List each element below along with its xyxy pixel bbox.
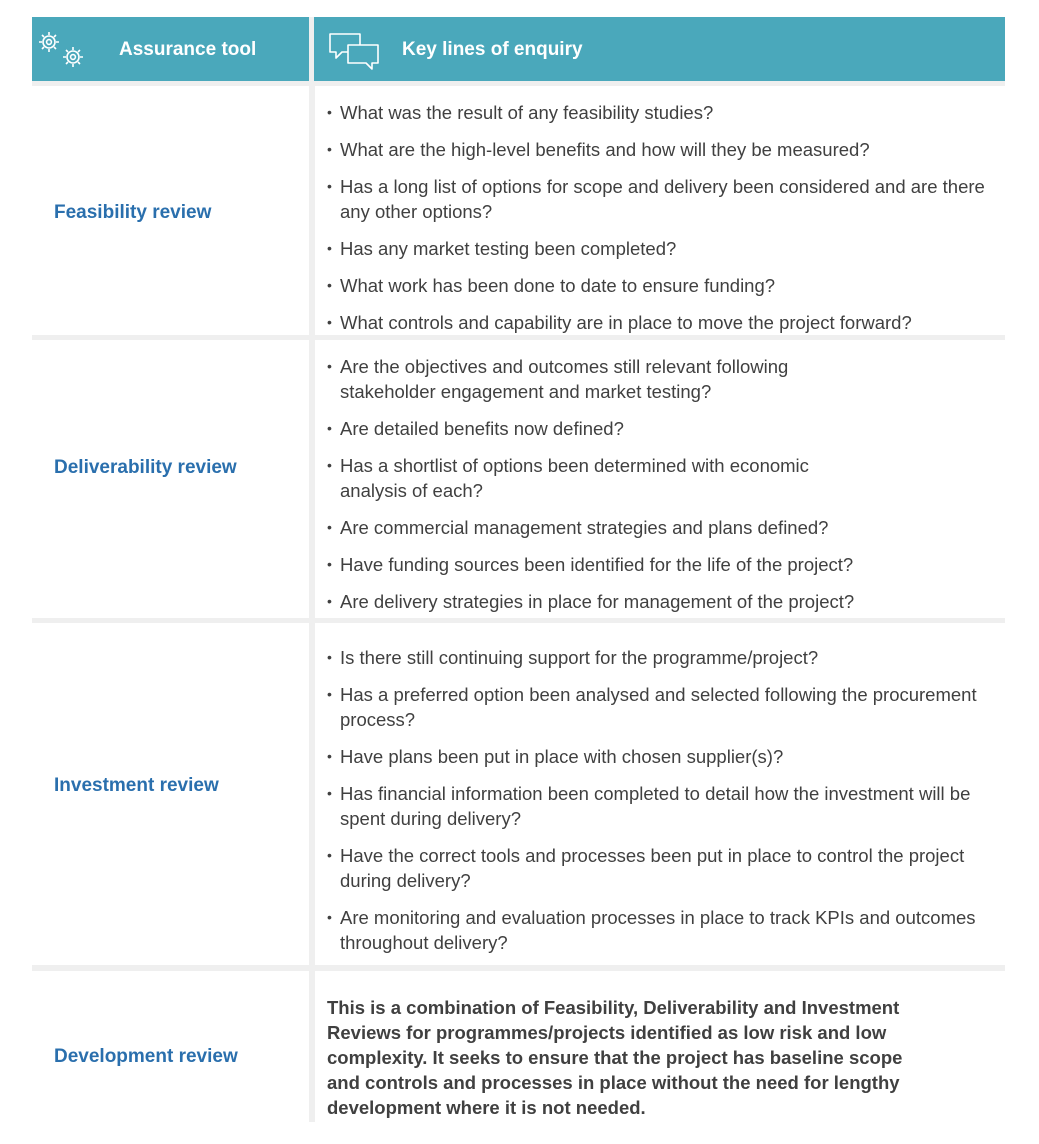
list-item: • Are commercial management strategies and plans defined? [327, 515, 1005, 540]
header-label: Key lines of enquiry [402, 39, 583, 60]
tool-name: Feasibility review [54, 202, 212, 223]
gears-icon [35, 29, 91, 75]
enquiry-cell-investment [315, 623, 1005, 965]
question-list [327, 100, 997, 347]
tool-cell-deliverability [32, 340, 309, 618]
speech-bubbles-icon [328, 31, 380, 79]
list-item: • Has any market testing been completed? [327, 236, 997, 261]
header-assurance-tool [32, 17, 309, 81]
header-key-lines [314, 17, 1005, 81]
list-item: • Are monitoring and evaluation processes in place to track KPIs and outcomes throughout delivery? [327, 905, 997, 955]
list-item: • Has a shortlist of options been determined with economic analysis of each? [327, 453, 855, 503]
list-item: • Has a preferred option been analysed and selected following the procurement process? [327, 682, 997, 732]
tool-cell-investment [32, 623, 309, 965]
list-item: • Are detailed benefits now defined? [327, 416, 855, 441]
header-label: Assurance tool [119, 39, 257, 60]
list-item: • Are the objectives and outcomes still relevant following stakeholder engagement and market testing? [327, 354, 855, 404]
list-item: • Are delivery strategies in place for management of the project? [327, 589, 1005, 614]
enquiry-cell-feasibility [315, 86, 1005, 335]
list-item: • What work has been done to date to ensure funding? [327, 273, 997, 298]
tool-name: Development review [54, 1046, 238, 1067]
list-item: • Has financial information been completed to detail how the investment will be spent during delivery? [327, 781, 997, 831]
list-item: • Have plans been put in place with chosen supplier(s)? [327, 744, 997, 769]
enquiry-cell-deliverability [315, 340, 1005, 618]
question-list [327, 645, 997, 967]
tool-name: Investment review [54, 775, 219, 796]
development-description: This is a combination of Feasibility, Deliverability and Investment Reviews for programmes/projects identified as low risk and low complexity. It seeks to ensure that the project has baseline scope and controls and processes in place without the need for lengthy development where it is not needed. [327, 997, 903, 1118]
tool-cell-feasibility [32, 86, 309, 335]
list-item: • What controls and capability are in place to move the project forward? [327, 310, 997, 335]
assurance-table [32, 17, 1005, 1122]
tool-name: Deliverability review [54, 457, 237, 478]
list-item: • Have the correct tools and processes been put in place to control the project during delivery? [327, 843, 997, 893]
list-item: • Have funding sources been identified for the life of the project? [327, 552, 1005, 577]
enquiry-cell-development [315, 971, 1005, 1122]
tool-cell-development [32, 971, 309, 1122]
list-item: • What was the result of any feasibility studies? [327, 100, 997, 125]
list-item: • What are the high-level benefits and how will they be measured? [327, 137, 997, 162]
question-list [327, 354, 855, 626]
list-item: • Is there still continuing support for the programme/project? [327, 645, 997, 670]
list-item: • Has a long list of options for scope and delivery been considered and are there any other options? [327, 174, 997, 224]
